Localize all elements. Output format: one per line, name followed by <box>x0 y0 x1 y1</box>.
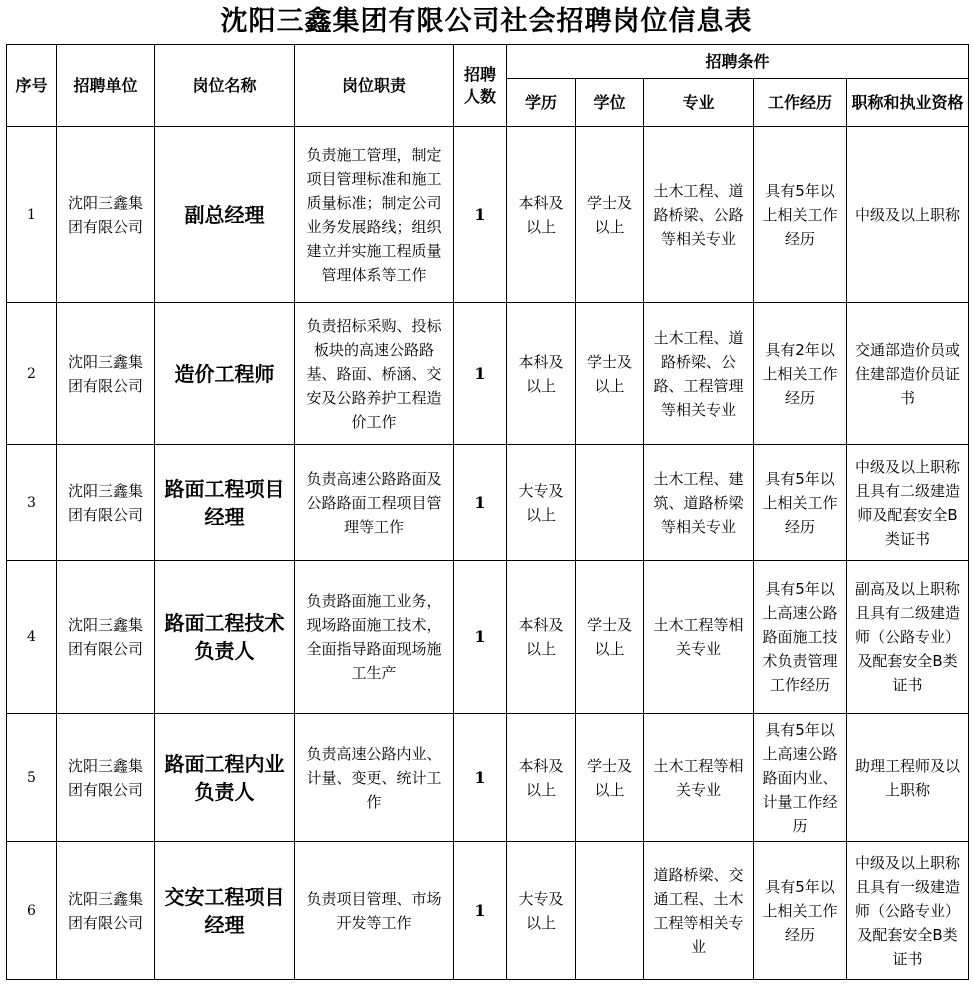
row-degree: 学士及以上 <box>576 714 644 842</box>
row-qualification: 助理工程师及以上职称 <box>847 714 969 842</box>
row-seq: 3 <box>7 445 57 561</box>
header-seq: 序号 <box>7 45 57 127</box>
table-row <box>7 714 969 842</box>
header-unit: 招聘单位 <box>57 45 155 127</box>
row-seq: 6 <box>7 842 57 980</box>
header-major: 专业 <box>644 79 754 127</box>
row-duty: 负责路面施工业务，现场路面施工技术，全面指导路面现场施工生产 <box>295 561 454 714</box>
row-position: 路面工程技术负责人 <box>155 561 295 714</box>
row-unit: 沈阳三鑫集团有限公司 <box>57 714 155 842</box>
page-title: 沈阳三鑫集团有限公司社会招聘岗位信息表 <box>220 6 753 37</box>
row-degree <box>576 842 644 980</box>
row-qualification: 中级及以上职称且具有一级建造师（公路专业）及配套安全B类证书 <box>847 842 969 980</box>
table-row <box>7 303 969 445</box>
row-seq: 4 <box>7 561 57 714</box>
row-qualification: 中级及以上职称 <box>847 127 969 303</box>
row-duty: 负责高速公路路面及公路路面工程项目管理等工作 <box>295 445 454 561</box>
row-count: 1 <box>454 842 507 980</box>
row-major: 土木工程等相关专业 <box>644 714 754 842</box>
header-position: 岗位名称 <box>155 45 295 127</box>
row-education: 大专及以上 <box>507 445 576 561</box>
row-education: 本科及以上 <box>507 561 576 714</box>
row-major: 土木工程、道路桥梁、公路、工程管理等相关专业 <box>644 303 754 445</box>
row-experience: 具有5年以上相关工作经历 <box>754 842 847 980</box>
header-qualification: 职称和执业资格 <box>847 79 969 127</box>
row-count: 1 <box>454 714 507 842</box>
row-education: 本科及以上 <box>507 127 576 303</box>
header-row-top <box>7 45 969 79</box>
table-row <box>7 445 969 561</box>
row-count: 1 <box>454 561 507 714</box>
row-duty: 负责高速公路内业、计量、变更、统计工作 <box>295 714 454 842</box>
row-duty: 负责招标采购、投标板块的高速公路路基、路面、桥涵、交安及公路养护工程造价工作 <box>295 303 454 445</box>
row-count: 1 <box>454 127 507 303</box>
row-position: 路面工程项目经理 <box>155 445 295 561</box>
row-unit: 沈阳三鑫集团有限公司 <box>57 303 155 445</box>
row-experience: 具有5年以上相关工作经历 <box>754 445 847 561</box>
row-position: 副总经理 <box>155 127 295 303</box>
row-education: 本科及以上 <box>507 303 576 445</box>
row-experience: 具有5年以上高速公路路面内业、计量工作经历 <box>754 714 847 842</box>
row-position: 路面工程内业负责人 <box>155 714 295 842</box>
row-major: 道路桥梁、交通工程、土木工程等相关专业 <box>644 842 754 980</box>
header-education: 学历 <box>507 79 576 127</box>
table-row <box>7 561 969 714</box>
row-seq: 5 <box>7 714 57 842</box>
row-qualification: 副高及以上职称且具有二级建造师（公路专业）及配套安全B类证书 <box>847 561 969 714</box>
recruitment-table <box>6 44 969 980</box>
row-experience: 具有2年以上相关工作经历 <box>754 303 847 445</box>
row-major: 土木工程、建筑、道路桥梁等相关专业 <box>644 445 754 561</box>
row-major: 土木工程、道路桥梁、公路等相关专业 <box>644 127 754 303</box>
header-duty: 岗位职责 <box>295 45 454 127</box>
row-unit: 沈阳三鑫集团有限公司 <box>57 127 155 303</box>
table-row <box>7 842 969 980</box>
row-unit: 沈阳三鑫集团有限公司 <box>57 445 155 561</box>
row-education: 大专及以上 <box>507 842 576 980</box>
row-experience: 具有5年以上高速公路路面施工技术负责管理工作经历 <box>754 561 847 714</box>
row-degree: 学士及以上 <box>576 303 644 445</box>
row-unit: 沈阳三鑫集团有限公司 <box>57 842 155 980</box>
row-duty: 负责项目管理、市场开发等工作 <box>295 842 454 980</box>
header-degree: 学位 <box>576 79 644 127</box>
row-unit: 沈阳三鑫集团有限公司 <box>57 561 155 714</box>
row-count: 1 <box>454 303 507 445</box>
header-conditions: 招聘条件 <box>507 45 969 79</box>
row-position: 造价工程师 <box>155 303 295 445</box>
row-degree <box>576 445 644 561</box>
header-count: 招聘人数 <box>454 45 507 127</box>
row-degree: 学士及以上 <box>576 561 644 714</box>
row-degree: 学士及以上 <box>576 127 644 303</box>
row-education: 本科及以上 <box>507 714 576 842</box>
row-count: 1 <box>454 445 507 561</box>
row-qualification: 中级及以上职称且具有二级建造师及配套安全B类证书 <box>847 445 969 561</box>
row-seq: 1 <box>7 127 57 303</box>
row-position: 交安工程项目经理 <box>155 842 295 980</box>
header-experience: 工作经历 <box>754 79 847 127</box>
row-qualification: 交通部造价员或住建部造价员证书 <box>847 303 969 445</box>
row-experience: 具有5年以上相关工作经历 <box>754 127 847 303</box>
row-seq: 2 <box>7 303 57 445</box>
row-major: 土木工程等相关专业 <box>644 561 754 714</box>
row-duty: 负责施工管理，制定项目管理标准和施工质量标准；制定公司业务发展路线；组织建立并实施工程质量管理体系等工作 <box>295 127 454 303</box>
table-row <box>7 127 969 303</box>
